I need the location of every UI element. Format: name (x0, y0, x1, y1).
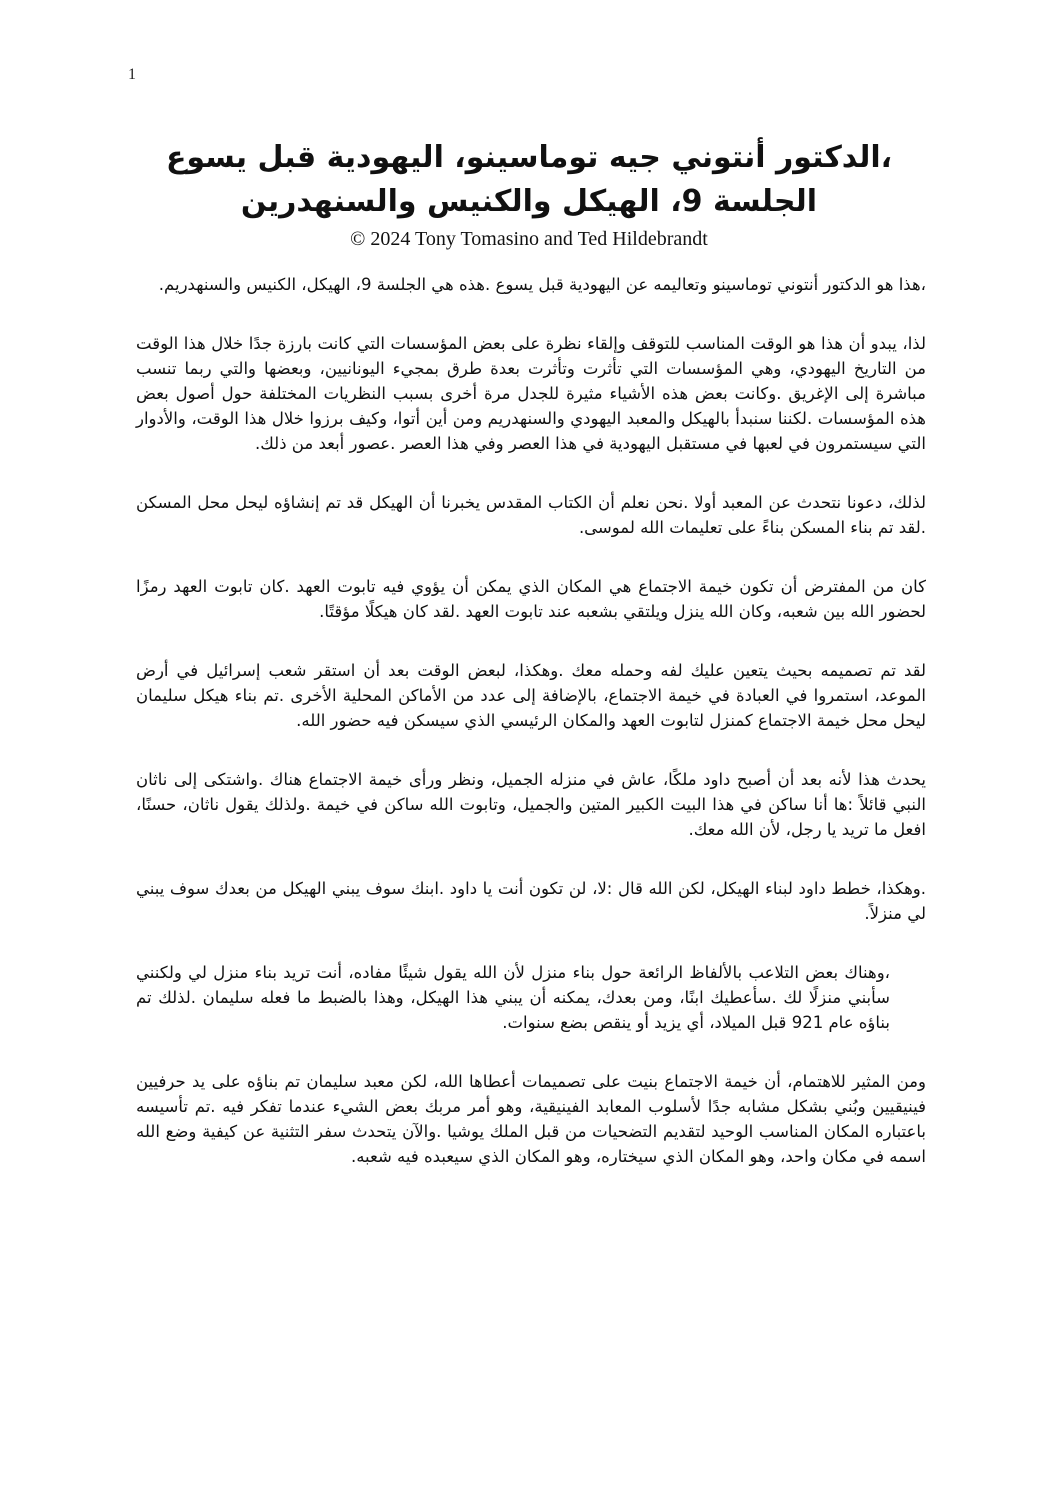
copyright-notice: © 2024 Tony Tomasino and Ted Hildebrandt (350, 228, 708, 250)
paragraph-8: ،وهناك بعض التلاعب بالألفاظ الرائعة حول بناء منزل لأن الله يقول شيئًا مفاده، أنت تريد بناء منزل لي ولكنني سأبني منزلًا لك .سأعطيك ابنًا، ومن بعدك، يمكنه أن يبني هذا الهيكل، وهذا بالضبط ما فعله سليمان .لذلك تم بناؤه عام 921 قبل الميلاد، أي يزيد أو ينقص بضع سنوات. (136, 963, 890, 1032)
paragraph-4: كان من المفترض أن تكون خيمة الاجتماع هي المكان الذي يمكن أن يؤوي فيه تابوت العهد .كان تابوت العهد رمزًا لحضور الله بين شعبه، وكان الله ينزل ويلتقي بشعبه عند تابوت العهد .لقد كان هيكلًا مؤقتًا. (136, 577, 926, 621)
document-body (136, 272, 926, 1203)
paragraph-3: لذلك، دعونا نتحدث عن المعبد أولا .نحن نعلم أن الكتاب المقدس يخبرنا أن الهيكل قد تم إنشاؤه ليحل محل المسكن .لقد تم بناء المسكن بناءً على تعليمات الله لموسى. (136, 493, 926, 537)
paragraph-9: ومن المثير للاهتمام، أن خيمة الاجتماع بنيت على تصميمات أعطاها الله، لكن معبد سليمان تم بناؤه على يد حرفيين فينيقيين وبُني بشكل مشابه جدًا لأسلوب المعابد الفينيقية، وهو أمر مربك بعض الشيء عندما تفكر فيه .تم تأسيسه باعتباره المكان المناسب الوحيد لتقديم التضحيات من قبل الملك يوشيا .والآن يتحدث سفر التثنية عن كيفية وضع الله اسمه في مكان واحد، وهو المكان الذي سيختاره، وهو المكان الذي سيعبده فيه شعبه. (136, 1072, 926, 1166)
paragraph-1: ،هذا هو الدكتور أنتوني توماسينو وتعاليمه عن اليهودية قبل يسوع .هذه هي الجلسة 9، الهيكل، الكنيس والسنهدريم. (158, 275, 926, 294)
paragraph-7: .وهكذا، خطط داود لبناء الهيكل، لكن الله قال :لا، لن تكون أنت يا داود .ابنك سوف يبني الهيكل من بعدك سوف يبني لي منزلاً. (136, 879, 926, 923)
paragraph-2: لذا، يبدو أن هذا هو الوقت المناسب للتوقف وإلقاء نظرة على بعض المؤسسات التي كانت بارزة جدًا خلال هذا الوقت من التاريخ اليهودي، وهي المؤسسات التي تأثرت وتأثرت بعدة طرق بمجيء اليونانيين، وبعضها والتي ربما تنسب مباشرة إلى الإغريق .وكانت بعض هذه الأشياء مثيرة للجدل مرة أخرى بسبب النظريات المختلفة حول أصول بعض هذه المؤسسات .لكننا سنبدأ بالهيكل والمعبد اليهودي والسنهدريم ومن أين أتوا، وكيف برزوا خلال هذا الوقت، والأدوار التي سيستمرون في لعبها في مستقبل اليهودية في هذا العصر وفي هذا العصر .عصور أبعد من ذلك. (136, 334, 926, 453)
paragraph-5: لقد تم تصميمه بحيث يتعين عليك لفه وحمله معك .وهكذا، لبعض الوقت بعد أن استقر شعب إسرائيل في أرض الموعد، استمروا في العبادة في خيمة الاجتماع، بالإضافة إلى عدد من الأماكن المحلية الأخرى .تم بناء هيكل سليمان ليحل محل خيمة الاجتماع كمنزل لتابوت العهد والمكان الرئيسي الذي سيسكن فيه حضور الله. (136, 661, 926, 730)
paragraph-6: يحدث هذا لأنه بعد أن أصبح داود ملكًا، عاش في منزله الجميل، ونظر ورأى خيمة الاجتماع هناك .واشتكى إلى ناثان النبي قائلاً :ها أنا ساكن في هذا البيت الكبير المتين والجميل، وتابوت الله ساكن في خيمة .ولذلك يقول ناثان، حسنًا، افعل ما تريد يا رجل، لأن الله معك. (136, 770, 926, 839)
title-line-1: ،الدكتور أنتوني جيه توماسينو، اليهودية قبل يسوع (165, 140, 893, 175)
title-block (120, 136, 938, 252)
title-line-2: الجلسة 9، الهيكل والكنيس والسنهدرين (240, 184, 818, 219)
page-number: 1 (128, 66, 136, 83)
